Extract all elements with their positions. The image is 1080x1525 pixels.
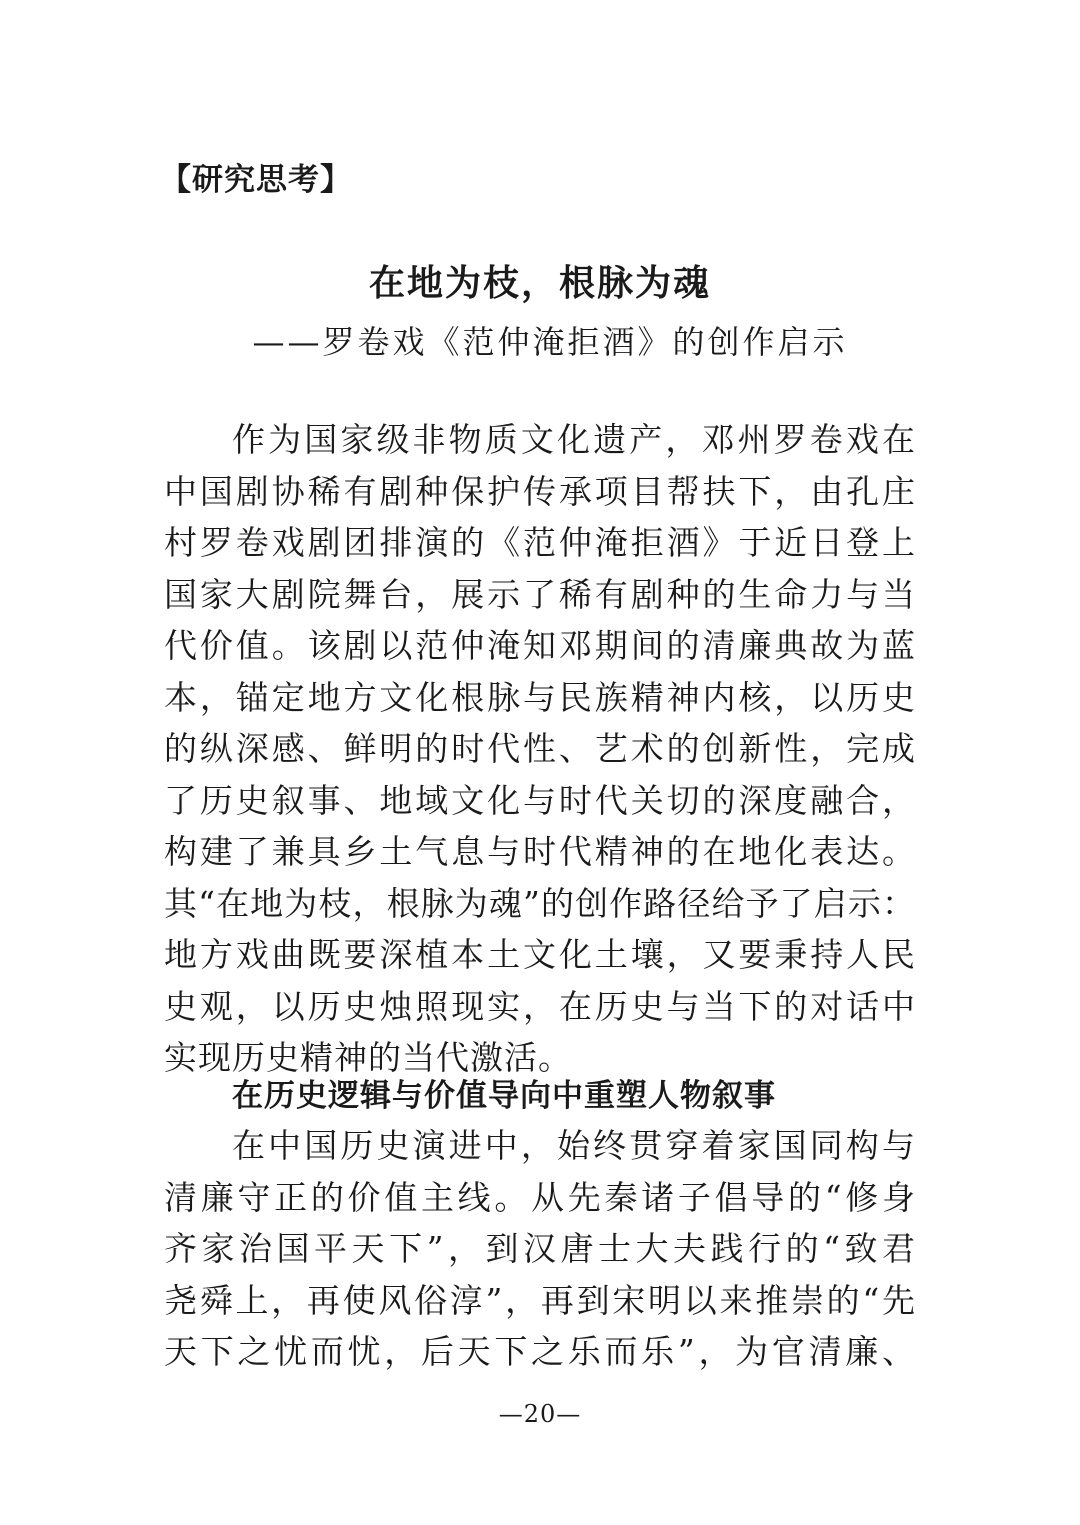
text-line: 国家大剧院舞台，展示了稀有剧种的生命力与当: [164, 574, 916, 614]
text-line: 构建了兼具乡土气息与时代精神的在地化表达。: [164, 832, 916, 871]
text-line: 其“在地为枝，根脉为魂”的创作路径给予了启示：: [164, 883, 916, 923]
text-line: 地方戏曲既要深植本土文化土壤，又要秉持人民: [164, 935, 916, 974]
text-line: 尧舜上，再使风俗淳”，再到宋明以来推崇的“先: [164, 1280, 916, 1320]
section-paragraph: [164, 1120, 916, 1378]
text-line: 了历史叙事、地域文化与时代关切的深度融合，: [164, 780, 916, 820]
article-title: 在地为枝，根脉为魂: [368, 263, 711, 304]
text-line: 代价值。该剧以范仲淹知邓期间的清廉典故为蓝: [164, 626, 916, 665]
text-line: 齐家治国平天下”，到汉唐士大夫践行的“致君: [164, 1229, 916, 1268]
section-heading: 在历史逻辑与价值导向中重塑人物叙事: [232, 1078, 776, 1114]
text-line: 的纵深感、鲜明的时代性、艺术的创新性，完成: [164, 729, 916, 768]
text-line: 本，锚定地方文化根脉与民族精神内核，以历史: [164, 677, 916, 717]
text-line: 作为国家级非物质文化遗产，邓州罗卷戏在: [232, 420, 916, 459]
page-number: —20—: [498, 1400, 582, 1428]
intro-paragraph: [164, 414, 916, 1084]
text-line: 清廉守正的价值主线。从先秦诸子倡导的“修身: [164, 1177, 916, 1217]
text-line: 中国剧协稀有剧种保护传承项目帮扶下，由孔庄: [164, 471, 916, 511]
text-line: 天下之忧而忧，后天下之乐而乐”，为官清廉、: [164, 1332, 916, 1371]
section-tag: 【研究思考】: [160, 162, 352, 198]
text-line: 实现历史精神的当代激活。: [164, 1038, 572, 1077]
article-subtitle: ——罗卷戏《范仲淹拒酒》的创作启示: [252, 323, 848, 361]
text-line: 村罗卷戏剧团排演的《范仲淹拒酒》于近日登上: [164, 523, 916, 562]
text-line: 史观，以历史烛照现实，在历史与当下的对话中: [164, 986, 916, 1026]
text-line: 在中国历史演进中，始终贯穿着家国同构与: [232, 1126, 916, 1165]
